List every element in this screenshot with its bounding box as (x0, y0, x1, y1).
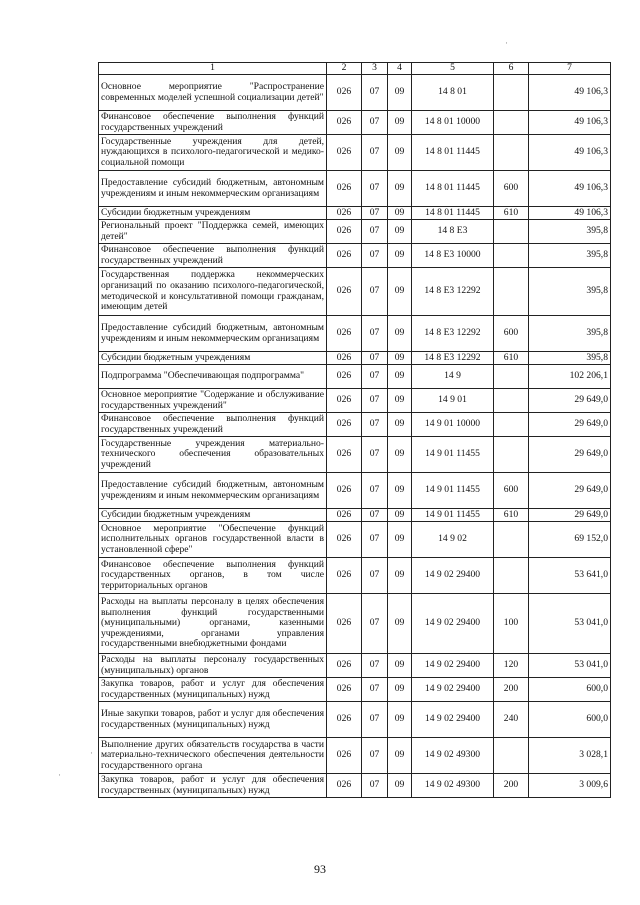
row-ved: 026 (327, 654, 362, 678)
row-pr: 09 (388, 244, 412, 268)
row-sum: 395,8 (529, 220, 611, 244)
row-name: Финансовое обеспечение выполнения функций государственных учреждений (99, 413, 327, 437)
row-rz: 07 (362, 594, 388, 654)
row-rz: 07 (362, 473, 388, 509)
row-csr: 14 9 02 49300 (412, 738, 494, 774)
row-csr: 14 8 E3 10000 (412, 244, 494, 268)
row-csr: 14 9 01 11455 (412, 437, 494, 473)
row-rz: 07 (362, 268, 388, 316)
header-cell-1: 1 (99, 63, 327, 75)
row-ved: 026 (327, 509, 362, 522)
row-sum: 29 649,0 (529, 473, 611, 509)
table-row (99, 352, 611, 365)
row-pr: 09 (388, 135, 412, 171)
row-vr: 610 (494, 509, 529, 522)
row-csr: 14 8 01 (412, 75, 494, 111)
table-row (99, 220, 611, 244)
row-sum: 49 106,3 (529, 135, 611, 171)
row-sum: 69 152,0 (529, 522, 611, 558)
row-name: Региональный проект "Поддержка семей, имеющих детей" (99, 220, 327, 244)
row-name: Финансовое обеспечение выполнения функций государственных учреждений (99, 111, 327, 135)
header-cell-3: 3 (362, 63, 388, 75)
row-name: Предоставление субсидий бюджетным, автономным учреждениям и иным некоммерческим организациям (99, 473, 327, 509)
header-cell-2: 2 (327, 63, 362, 75)
row-sum: 29 649,0 (529, 437, 611, 473)
row-sum: 53 041,0 (529, 654, 611, 678)
header-cell-5: 5 (412, 63, 494, 75)
row-sum: 395,8 (529, 352, 611, 365)
row-csr: 14 9 (412, 365, 494, 389)
row-csr: 14 9 02 49300 (412, 774, 494, 798)
row-vr: 100 (494, 594, 529, 654)
row-name: Основное мероприятие "Обеспечение функций исполнительных органов государственной власти в установленной сфере" (99, 522, 327, 558)
row-sum: 49 106,3 (529, 207, 611, 220)
row-csr: 14 8 E3 (412, 220, 494, 244)
row-name: Финансовое обеспечение выполнения функций государственных органов, в том числе территориальных органов (99, 558, 327, 594)
row-sum: 49 106,3 (529, 75, 611, 111)
row-vr: 600 (494, 316, 529, 352)
table-row (99, 389, 611, 413)
row-name: Предоставление субсидий бюджетным, автономным учреждениям и иным некоммерческим организациям (99, 171, 327, 207)
row-name: Расходы на выплаты персоналу государственных (муниципальных) органов (99, 654, 327, 678)
row-ved: 026 (327, 558, 362, 594)
row-csr: 14 9 02 (412, 522, 494, 558)
table-row (99, 678, 611, 702)
row-vr (494, 268, 529, 316)
row-csr: 14 9 02 29400 (412, 678, 494, 702)
row-name: Финансовое обеспечение выполнения функций государственных учреждений (99, 244, 327, 268)
row-rz: 07 (362, 207, 388, 220)
row-pr: 09 (388, 220, 412, 244)
row-csr: 14 8 E3 12292 (412, 316, 494, 352)
table-row (99, 509, 611, 522)
row-ved: 026 (327, 352, 362, 365)
row-rz: 07 (362, 75, 388, 111)
row-vr: 120 (494, 654, 529, 678)
scan-speck: · (505, 38, 508, 48)
row-ved: 026 (327, 244, 362, 268)
row-vr (494, 437, 529, 473)
row-sum: 395,8 (529, 316, 611, 352)
row-ved: 026 (327, 522, 362, 558)
row-ved: 026 (327, 678, 362, 702)
row-ved: 026 (327, 389, 362, 413)
row-vr (494, 135, 529, 171)
row-vr: 610 (494, 207, 529, 220)
row-ved: 026 (327, 365, 362, 389)
row-pr: 09 (388, 774, 412, 798)
row-rz: 07 (362, 352, 388, 365)
row-pr: 09 (388, 522, 412, 558)
row-rz: 07 (362, 316, 388, 352)
table-row (99, 654, 611, 678)
page-number: 93 (314, 862, 326, 876)
row-csr: 14 9 01 10000 (412, 413, 494, 437)
header-row (99, 63, 611, 75)
row-rz: 07 (362, 678, 388, 702)
row-name: Выполнение других обязательств государства в части материально-технического обеспечения деятельности государственного органа (99, 738, 327, 774)
row-name: Основное мероприятие "Распространение современных моделей успешной социализации детей" (99, 75, 327, 111)
table-row (99, 473, 611, 509)
row-sum: 3 028,1 (529, 738, 611, 774)
row-csr: 14 9 01 11455 (412, 509, 494, 522)
row-ved: 026 (327, 268, 362, 316)
row-sum: 600,0 (529, 678, 611, 702)
row-ved: 026 (327, 220, 362, 244)
row-ved: 026 (327, 594, 362, 654)
header-cell-6: 6 (494, 63, 529, 75)
row-ved: 026 (327, 473, 362, 509)
budget-table (98, 62, 611, 798)
budget-table-body (99, 63, 611, 798)
row-name: Расходы на выплаты персоналу в целях обеспечения выполнения функций государственными (муниципальными) органами, казенными учреждениями, органами управления государственными внебюджетными фондами (99, 594, 327, 654)
table-row (99, 316, 611, 352)
table-row (99, 774, 611, 798)
row-ved: 026 (327, 702, 362, 738)
row-name: Закупка товаров, работ и услуг для обеспечения государственных (муниципальных) нужд (99, 774, 327, 798)
row-name: Государственные учреждения для детей, нуждающихся в психолого-педагогической и медико-социальной помощи (99, 135, 327, 171)
row-ved: 026 (327, 207, 362, 220)
row-pr: 09 (388, 207, 412, 220)
scan-speck: · (58, 770, 61, 780)
row-rz: 07 (362, 220, 388, 244)
table-row (99, 268, 611, 316)
row-vr: 600 (494, 473, 529, 509)
row-sum: 102 206,1 (529, 365, 611, 389)
row-rz: 07 (362, 111, 388, 135)
row-vr (494, 244, 529, 268)
row-csr: 14 9 02 29400 (412, 654, 494, 678)
row-pr: 09 (388, 111, 412, 135)
row-name: Закупка товаров, работ и услуг для обеспечения государственных (муниципальных) нужд (99, 678, 327, 702)
row-vr (494, 75, 529, 111)
row-sum: 29 649,0 (529, 389, 611, 413)
row-rz: 07 (362, 437, 388, 473)
row-rz: 07 (362, 774, 388, 798)
row-vr (494, 220, 529, 244)
row-sum: 53 641,0 (529, 558, 611, 594)
row-ved: 026 (327, 774, 362, 798)
header-cell-7: 7 (529, 63, 611, 75)
table-row (99, 111, 611, 135)
row-pr: 09 (388, 365, 412, 389)
row-rz: 07 (362, 244, 388, 268)
table-row (99, 171, 611, 207)
row-vr: 610 (494, 352, 529, 365)
row-csr: 14 9 01 11455 (412, 473, 494, 509)
row-sum: 29 649,0 (529, 509, 611, 522)
row-rz: 07 (362, 558, 388, 594)
row-pr: 09 (388, 75, 412, 111)
row-csr: 14 9 02 29400 (412, 702, 494, 738)
row-sum: 600,0 (529, 702, 611, 738)
table-row (99, 413, 611, 437)
row-csr: 14 8 E3 12292 (412, 268, 494, 316)
row-rz: 07 (362, 702, 388, 738)
row-sum: 53 041,0 (529, 594, 611, 654)
row-vr (494, 522, 529, 558)
row-ved: 026 (327, 437, 362, 473)
row-name: Субсидии бюджетным учреждениям (99, 352, 327, 365)
row-vr (494, 413, 529, 437)
row-sum: 49 106,3 (529, 111, 611, 135)
row-vr (494, 738, 529, 774)
row-ved: 026 (327, 413, 362, 437)
row-name: Субсидии бюджетным учреждениям (99, 207, 327, 220)
row-name: Государственная поддержка некоммерческих организаций по оказанию психолого-педагогической, методической и консультативной помощи гражданам, имеющим детей (99, 268, 327, 316)
row-name: Субсидии бюджетным учреждениям (99, 509, 327, 522)
row-name: Государственные учреждения материально-технического обеспечения образовательных учреждений (99, 437, 327, 473)
row-pr: 09 (388, 268, 412, 316)
header-cell-4: 4 (388, 63, 412, 75)
row-pr: 09 (388, 558, 412, 594)
row-pr: 09 (388, 316, 412, 352)
table-row (99, 75, 611, 111)
row-sum: 395,8 (529, 244, 611, 268)
row-rz: 07 (362, 413, 388, 437)
table-row (99, 522, 611, 558)
row-csr: 14 8 01 11445 (412, 135, 494, 171)
row-pr: 09 (388, 738, 412, 774)
row-rz: 07 (362, 509, 388, 522)
row-csr: 14 9 02 29400 (412, 558, 494, 594)
row-rz: 07 (362, 522, 388, 558)
scan-speck: · (90, 748, 93, 758)
row-pr: 09 (388, 413, 412, 437)
row-pr: 09 (388, 654, 412, 678)
table-row (99, 437, 611, 473)
row-pr: 09 (388, 389, 412, 413)
row-ved: 026 (327, 75, 362, 111)
row-pr: 09 (388, 509, 412, 522)
row-ved: 026 (327, 135, 362, 171)
row-rz: 07 (362, 389, 388, 413)
row-csr: 14 9 02 29400 (412, 594, 494, 654)
row-vr: 240 (494, 702, 529, 738)
row-name: Подпрограмма "Обеспечивающая подпрограмма" (99, 365, 327, 389)
row-csr: 14 8 01 10000 (412, 111, 494, 135)
table-row (99, 558, 611, 594)
row-vr: 200 (494, 678, 529, 702)
row-name: Иные закупки товаров, работ и услуг для обеспечения государственных (муниципальных) нужд (99, 702, 327, 738)
row-sum: 49 106,3 (529, 171, 611, 207)
row-rz: 07 (362, 654, 388, 678)
row-name: Предоставление субсидий бюджетным, автономным учреждениям и иным некоммерческим организациям (99, 316, 327, 352)
row-sum: 29 649,0 (529, 413, 611, 437)
row-csr: 14 8 01 11445 (412, 207, 494, 220)
row-sum: 3 009,6 (529, 774, 611, 798)
row-pr: 09 (388, 678, 412, 702)
row-name: Основное мероприятие "Содержание и обслуживание государственных учреждений" (99, 389, 327, 413)
row-csr: 14 8 01 11445 (412, 171, 494, 207)
row-rz: 07 (362, 365, 388, 389)
row-pr: 09 (388, 594, 412, 654)
table-row (99, 244, 611, 268)
row-ved: 026 (327, 738, 362, 774)
table-row (99, 207, 611, 220)
row-ved: 026 (327, 111, 362, 135)
row-vr (494, 389, 529, 413)
table-row (99, 594, 611, 654)
row-vr (494, 365, 529, 389)
row-pr: 09 (388, 702, 412, 738)
row-ved: 026 (327, 316, 362, 352)
row-rz: 07 (362, 171, 388, 207)
row-vr: 200 (494, 774, 529, 798)
table-row (99, 702, 611, 738)
row-vr: 600 (494, 171, 529, 207)
row-ved: 026 (327, 171, 362, 207)
row-rz: 07 (362, 738, 388, 774)
row-pr: 09 (388, 437, 412, 473)
row-sum: 395,8 (529, 268, 611, 316)
row-vr (494, 558, 529, 594)
row-pr: 09 (388, 473, 412, 509)
row-pr: 09 (388, 171, 412, 207)
row-rz: 07 (362, 135, 388, 171)
row-vr (494, 111, 529, 135)
table-row (99, 738, 611, 774)
row-pr: 09 (388, 352, 412, 365)
row-csr: 14 8 E3 12292 (412, 352, 494, 365)
row-csr: 14 9 01 (412, 389, 494, 413)
table-row (99, 365, 611, 389)
table-row (99, 135, 611, 171)
